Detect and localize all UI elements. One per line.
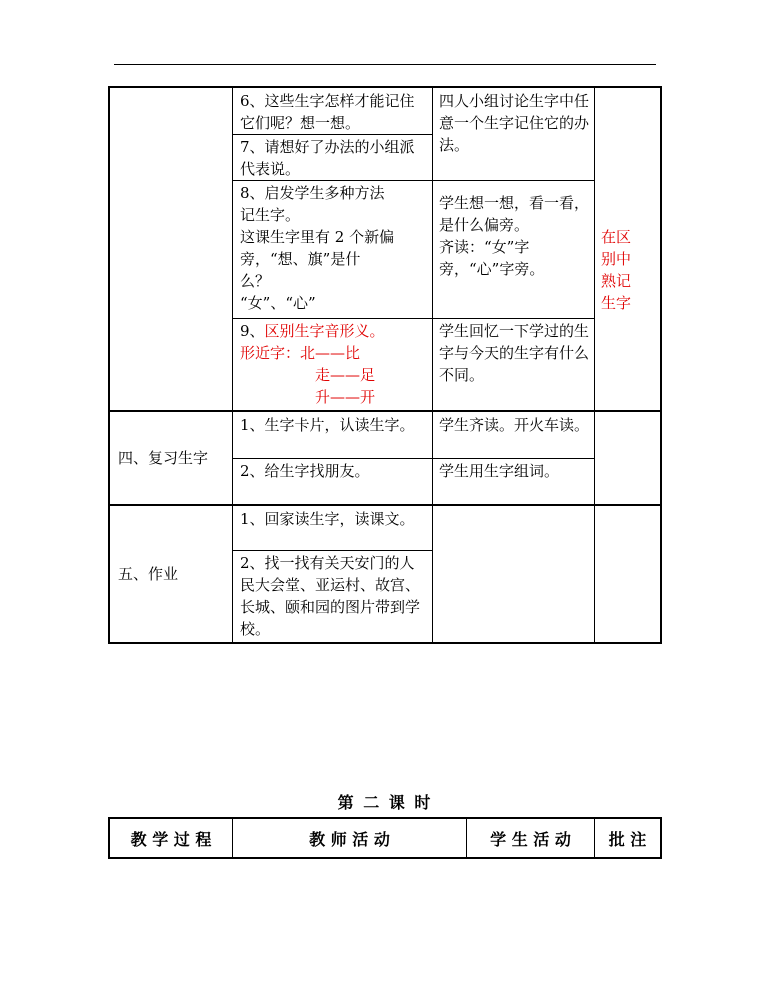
step9-similar-line: 形近字：北——比 xyxy=(240,344,361,362)
process-homework: 五、作业 xyxy=(118,565,179,583)
header-note: 批 注 xyxy=(608,829,647,849)
step8-line-5: 么？ xyxy=(240,272,271,290)
step8-line-1: 8、启发学生多种方法 xyxy=(240,184,385,202)
student-step-8: 学生想一想，看一看，是什么偏旁。 齐读：“女”字旁，“心”字旁。 xyxy=(439,194,590,278)
header-table xyxy=(108,817,662,859)
teacher-step-8 xyxy=(240,182,430,314)
teacher-step-7: 7、请想好了办法的小组派代表说。 xyxy=(240,138,415,178)
review-teacher-2: 2、给生字找朋友。 xyxy=(240,462,370,480)
teacher-step-6: 6、这些生字怎样才能记住它们呢？想一想。 xyxy=(240,92,415,132)
header-process: 教 学 过 程 xyxy=(130,829,212,849)
teacher-divider-e xyxy=(232,550,432,551)
header-teacher: 教 师 活 动 xyxy=(309,829,390,849)
teacher-divider-c xyxy=(232,318,594,319)
col-divider-2 xyxy=(432,88,433,642)
step8-line-3: 这课生字里有 2 个新偏 xyxy=(240,228,395,246)
step8-line-2: 记生字。 xyxy=(240,206,301,224)
teacher-divider-d xyxy=(232,458,594,459)
teacher-step-9 xyxy=(240,320,430,408)
header-rule xyxy=(114,64,656,65)
col-divider-3 xyxy=(594,88,595,642)
step9-title-line xyxy=(240,320,430,342)
step8-line-6: “女”、“心” xyxy=(240,294,316,312)
step9-pair-2: 走——足 xyxy=(315,366,376,384)
header-student: 学 生 活 动 xyxy=(490,829,571,849)
homework-teacher-2: 2、找一找有关天安门的人民大会堂、亚运村、故宫、长城、颐和园的图片带到学校。 xyxy=(240,554,421,638)
step9-pair-3: 升——开 xyxy=(315,388,376,406)
teacher-divider-b xyxy=(232,180,594,181)
section-title: 第 二 课 时 xyxy=(337,793,433,812)
homework-teacher-1: 1、回家读生字，读课文。 xyxy=(240,510,415,528)
step8-line-4: 旁，“想、旗”是什 xyxy=(240,250,361,268)
teacher-divider-a xyxy=(232,134,432,135)
review-student-2: 学生用生字组词。 xyxy=(439,462,560,480)
lesson-table xyxy=(108,86,662,644)
process-review: 四、复习生字 xyxy=(118,449,209,467)
student-group-discuss: 四人小组讨论生字中任意一个生字记住它的办法。 xyxy=(439,92,590,154)
step9-prefix: 9、 xyxy=(240,322,265,340)
review-student-1: 学生齐读。开火车读。 xyxy=(439,416,590,434)
student-step-9: 学生回忆一下学过的生字与今天的生字有什么不同。 xyxy=(439,322,590,384)
step9-red-title: 区别生字音形义。 xyxy=(264,322,385,340)
review-teacher-1: 1、生字卡片，认读生字。 xyxy=(240,416,415,434)
note-red-text: 在区 别中 熟记 生字 xyxy=(601,228,632,312)
